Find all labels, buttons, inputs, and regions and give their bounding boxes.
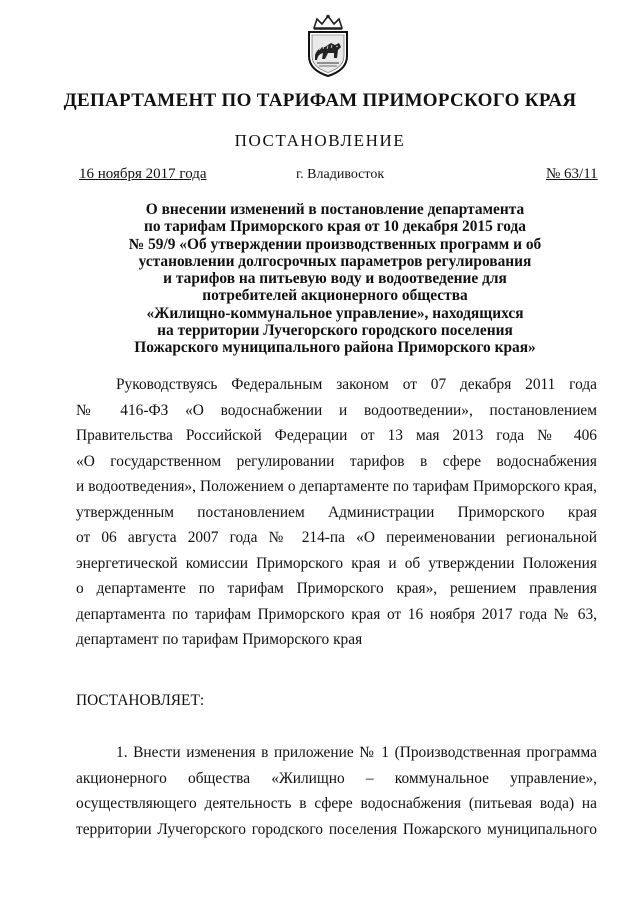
preamble-line: Руководствуясь Федеральным законом от 07 декабря 2011 года bbox=[116, 376, 597, 393]
preamble-line: департамент по тарифам Приморского края bbox=[76, 631, 363, 648]
organization-title: ДЕПАРТАМЕНТ ПО ТАРИФАМ ПРИМОРСКОГО КРАЯ bbox=[63, 90, 577, 111]
preamble-line: и водоотведения», Положением о департаменте по тарифам Приморского края, bbox=[76, 478, 597, 495]
document-type: ПОСТАНОВЛЕНИЕ bbox=[234, 131, 406, 150]
preamble-line: о департаменте по тарифам Приморского края», решением правления bbox=[76, 580, 597, 597]
document-city: г. Владивосток bbox=[296, 167, 385, 182]
clause-line: осуществляющего деятельность в сфере водоснабжения (питьевая вода) на bbox=[76, 795, 597, 812]
subject-line: «Жилищно-коммунальное управление», находящихся bbox=[146, 304, 524, 322]
subject-line: установлении долгосрочных параметров регулирования bbox=[138, 252, 532, 270]
subject-line: и тарифов на питьевую воду и водоотведение для bbox=[163, 270, 507, 288]
preamble-line: «О государственном регулировании тарифов в сфере водоснабжения bbox=[76, 452, 597, 470]
clause-line: 1. Внести изменения в приложение № 1 (Производственная программа bbox=[116, 744, 597, 761]
clause-line: территории Лучегорского городского поселения Пожарского муниципального bbox=[76, 820, 597, 838]
subject-line: № 59/9 «Об утверждении производственных программ и об bbox=[128, 235, 542, 253]
document-subject bbox=[80, 201, 590, 357]
clause-1-paragraph bbox=[76, 740, 597, 842]
preamble-paragraph bbox=[76, 372, 597, 653]
clause-line: акционерного общества «Жилищно – коммунальное управление», bbox=[76, 769, 597, 787]
coat-of-arms-icon bbox=[297, 14, 359, 78]
subject-line: потребителей акционерного общества bbox=[202, 287, 468, 305]
subject-line: по тарифам Приморского края от 10 декабря 2015 года bbox=[143, 218, 526, 236]
preamble-line: утвержденным постановлением Администрации Приморского края bbox=[76, 503, 597, 521]
preamble-line: Правительства Российской Федерации от 13 мая 2013 года № 406 bbox=[76, 427, 597, 444]
document-date: 16 ноября 2017 года bbox=[79, 166, 207, 182]
document-number: № 63/11 bbox=[546, 166, 598, 182]
subject-line: О внесении изменений в постановление департамента bbox=[145, 201, 525, 218]
subject-line: Пожарского муниципального района Приморского края» bbox=[134, 339, 536, 357]
preamble-line: энергетической комиссии Приморского края и об утверждении Положения bbox=[76, 554, 597, 572]
resolve-heading: ПОСТАНОВЛЯЕТ: bbox=[76, 692, 205, 709]
preamble-line: департамента по тарифам Приморского края от 16 ноября 2017 года № 63, bbox=[76, 605, 597, 623]
preamble-line: от 06 августа 2007 года № 214-па «О переименовании региональной bbox=[76, 529, 597, 546]
subject-line: на территории Лучегорского городского поселения bbox=[157, 322, 513, 340]
preamble-line: № 416-ФЗ «О водоснабжении и водоотведении», постановлением bbox=[76, 401, 597, 419]
